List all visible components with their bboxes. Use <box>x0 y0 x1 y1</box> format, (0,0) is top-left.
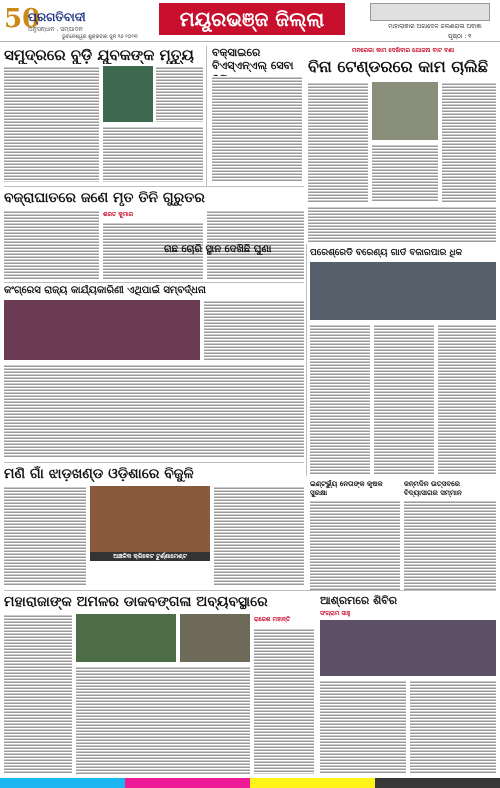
story-photo-garden <box>310 262 496 320</box>
divider <box>206 46 207 186</box>
story-body-maharaja-2 <box>76 666 250 774</box>
page-number: ପୃଷ୍ଠା : ୧ <box>448 33 472 40</box>
divider <box>4 590 496 591</box>
story-photo-drowning <box>103 66 153 122</box>
story-headline-farmers: ଇଣ୍ଟର୍ଭ୍ୟୁ ନେତାଙ୍କ କୃଷକ ସୁରକ୍ଷା <box>310 480 383 497</box>
masthead-ad-image <box>370 3 490 21</box>
story-photo-congress <box>4 300 200 360</box>
story-photo-cricket <box>90 486 210 552</box>
story-body-jharkhand <box>4 486 86 586</box>
story-body-garden-3 <box>438 324 496 474</box>
story-body-congress-2 <box>4 364 304 458</box>
story-body-ashram <box>320 680 406 774</box>
story-photo-tender <box>372 82 438 140</box>
story-headline-service: ବକ୍ସାଇରେ ବିଏସ୍‌ଏନ୍‌ଏଲ୍ ସେବା <box>212 46 294 72</box>
story-headline-lightning: ବଜ୍ରାଘାତରେ ଜଣେ ମୃତ ତିନି ଗୁରୁତର <box>4 190 205 206</box>
story-headline-congress: କଂଗ୍ରେସ ରାଜ୍ୟ କାର୍ଯ୍ୟକାରିଣୀ ଏଥିପାଇଁ ସମ୍ବର୍ଦ୍ଧନା <box>4 285 206 296</box>
story-headline-samman: ଜନ୍ମଦିନ ଉତ୍ସବରେ ବିଦ୍ୟାସାଗର ସମ୍ମାନ <box>404 480 462 497</box>
byline: ରାଜେଶ ମହାନ୍ତି <box>254 616 291 623</box>
story-body-garden <box>310 324 370 474</box>
story-body-congress <box>204 300 304 360</box>
masthead <box>0 0 500 42</box>
story-body-garden-2 <box>374 324 434 474</box>
story-photo-maharaja-2 <box>180 614 250 662</box>
story-body-tender <box>308 82 368 202</box>
story-body-drowning-2 <box>103 126 203 182</box>
photo-caption-cricket: ଆଞ୍ଚଳିକ କ୍ରିକେଟ ଟୁର୍ଣ୍ଣାମେଣ୍ଟ <box>90 552 210 561</box>
section-title: ମୟୂରଭଞ୍ଜ ଜିଲ୍ଲା <box>159 3 345 35</box>
byline: ସଂଗ୍ରାମ ସାହୁ <box>320 610 351 617</box>
divider <box>4 282 304 283</box>
logo-name: ପ୍ରଗତିବାଦୀ <box>28 10 86 24</box>
story-body-tender-3 <box>372 144 438 202</box>
story-body-ashram-2 <box>410 680 496 774</box>
logo-number: 50 <box>4 4 41 34</box>
story-headline-tree: ଗଛ ଚୋରି ସ୍ଥାନ ଦେଖିଛି ଘୁଣା <box>164 244 272 255</box>
story-photo-ashram <box>320 620 496 676</box>
story-headline-jharkhand: ମଣି ଗାଁ ଝାଡ଼ଖଣ୍ଡ ଓଡ଼ିଶାରେ ବିଜୁଳି <box>4 466 194 482</box>
story-body-lightning <box>4 210 99 280</box>
divider <box>306 244 307 476</box>
story-body-service <box>212 76 302 182</box>
story-body-drowning <box>4 66 99 182</box>
color-registration-strip <box>0 778 500 788</box>
story-body-samman <box>404 500 496 590</box>
story-headline-tender: ବିନା ଟେଣ୍ଡରରେ କାମ ଚାଲିଛି <box>308 57 489 76</box>
byline: ଶରତ କୁମାର <box>103 211 134 218</box>
story-body-maharaja-3 <box>254 628 314 774</box>
logo-tagline: ଅନୁସନ୍ଧାନ . ସମ୍ପାଦନ <box>28 26 83 33</box>
story-body-tender-2 <box>442 82 496 202</box>
story-kicker-tender: ମନରେଗା କାମ ଦେଖିବାର ଯୋଜନା ବାଟ ବଣା <box>310 46 496 55</box>
divider <box>4 462 304 463</box>
divider <box>4 186 304 187</box>
masthead-ad-caption: ମାହାଲାକାର ଅଗାଦେଳ ଜଲଣରାଳା ଅବାଜ୍ଞା <box>388 23 482 30</box>
story-headline-drowning: ସମୁଦ୍ରରେ ବୁଡ଼ି ଯୁବକଙ୍କ ମୃତ୍ୟୁ <box>4 46 194 64</box>
date-line: ଭୁବନେଶ୍ୱର ଶୁକ୍ରବାର ଜୁନ ୧୬ ୨୦୨୩ <box>62 34 138 40</box>
story-body-cricket <box>214 486 304 586</box>
story-body-drowning-3 <box>156 66 203 122</box>
story-headline-maharaja: ମହାରାଜାଙ୍କ ଅମଳର ଡାକବଙ୍ଗଳା ଅବ୍ୟବସ୍ଥାରେ <box>4 594 268 610</box>
story-body-maharaja <box>4 614 72 774</box>
story-photo-maharaja <box>76 614 176 662</box>
story-body-tender-4 <box>308 206 496 242</box>
story-body-farmers <box>310 500 400 590</box>
story-headline-garden: ପରେଶ୍ରେଡି ବରେଣ୍ୟ ଗାର୍ଡ ବଜାରପାର ଧିକ <box>310 248 463 258</box>
story-headline-ashram: ଆଶ୍ରମରେ ଶିବିର <box>320 594 398 607</box>
